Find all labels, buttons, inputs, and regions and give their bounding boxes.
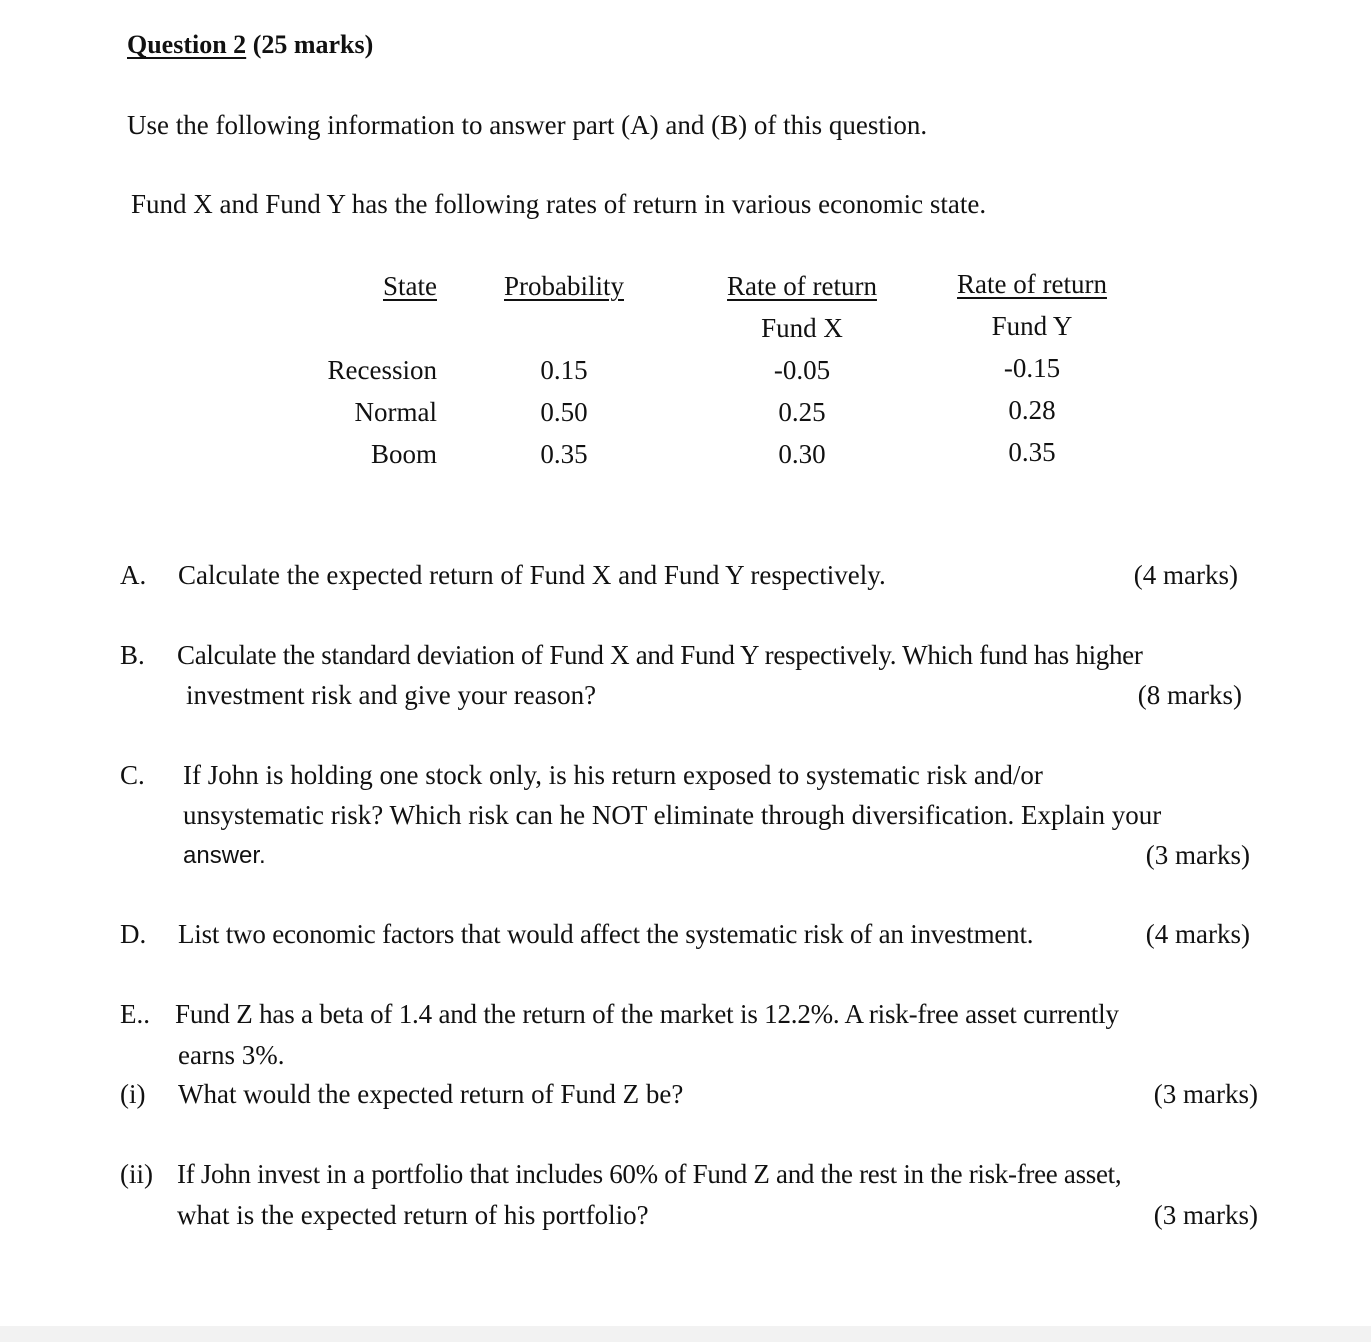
header-probability: Probability: [504, 271, 624, 301]
question-text-line3: answer.: [183, 842, 266, 869]
sub-question-text-line2: what is the expected return of his portfolio?: [177, 1200, 649, 1230]
question-text-line1: Calculate the standard deviation of Fund X and Fund Y respectively. Which fund has higher: [177, 640, 1143, 670]
question-text-line2: investment risk and give your reason?: [186, 680, 597, 710]
question-marks: (4 marks): [1145, 919, 1250, 949]
table-cell-fund-y: 0.28: [1008, 395, 1056, 425]
question-label: A.: [120, 560, 147, 590]
question-marks: (3 marks): [1145, 840, 1250, 870]
sub-question-text: What would the expected return of Fund Z be?: [178, 1079, 684, 1109]
page-bottom-edge: [0, 1326, 1371, 1342]
question-text-line1: If John is holding one stock only, is his return exposed to systematic risk and/or: [183, 760, 1043, 790]
header-fund-y-line1: Rate of return: [957, 269, 1107, 299]
question-marks: (8 marks): [1137, 680, 1242, 710]
table-cell-fund-y: 0.35: [1008, 437, 1056, 467]
question-label: B.: [120, 640, 145, 670]
table-cell-state: Recession: [327, 355, 437, 385]
table-cell-state: Normal: [354, 397, 437, 427]
table-cell-fund-x: -0.05: [773, 355, 831, 385]
question-label: C.: [120, 760, 145, 790]
question-number: Question 2: [127, 30, 247, 59]
question-marks: (4 marks): [1133, 560, 1238, 590]
question-marks: (3 marks): [1153, 1200, 1258, 1230]
intro-text: Use the following information to answer part (A) and (B) of this question.: [127, 110, 928, 140]
question-label: D.: [120, 919, 147, 949]
table-cell-probability: 0.15: [540, 355, 588, 385]
question-text-line1: Fund Z has a beta of 1.4 and the return of the market is 12.2%. A risk-free asset currently: [175, 999, 1119, 1029]
header-fund-x-line2: Fund X: [761, 313, 843, 343]
header-fund-y-line2: Fund Y: [991, 311, 1073, 341]
table-cell-probability: 0.50: [540, 397, 588, 427]
question-label: E..: [120, 999, 150, 1029]
question-text: List two economic factors that would affect the systematic risk of an investment.: [178, 919, 1034, 949]
fund-intro-text: Fund X and Fund Y has the following rates of return in various economic state.: [131, 189, 987, 219]
sub-question-text-line1: If John invest in a portfolio that includes 60% of Fund Z and the rest in the risk-free asset,: [177, 1159, 1122, 1189]
question-text-line2: unsystematic risk? Which risk can he NOT eliminate through diversification. Explain your: [183, 800, 1162, 830]
question-marks: (3 marks): [1153, 1079, 1258, 1109]
question-total-marks: (25 marks): [252, 30, 374, 59]
table-cell-fund-x: 0.30: [778, 439, 826, 469]
question-text-line2: earns 3%.: [178, 1040, 285, 1070]
question-text: Calculate the expected return of Fund X and Fund Y respectively.: [178, 560, 886, 590]
header-state: State: [383, 271, 437, 301]
table-cell-fund-x: 0.25: [778, 397, 826, 427]
question-heading: [127, 30, 373, 60]
sub-question-label: (i): [120, 1079, 146, 1109]
table-cell-probability: 0.35: [540, 439, 588, 469]
table-cell-state: Boom: [370, 439, 437, 469]
header-fund-x-line1: Rate of return: [727, 271, 877, 301]
sub-question-label: (ii): [120, 1159, 153, 1189]
table-cell-fund-y: -0.15: [1003, 353, 1061, 383]
